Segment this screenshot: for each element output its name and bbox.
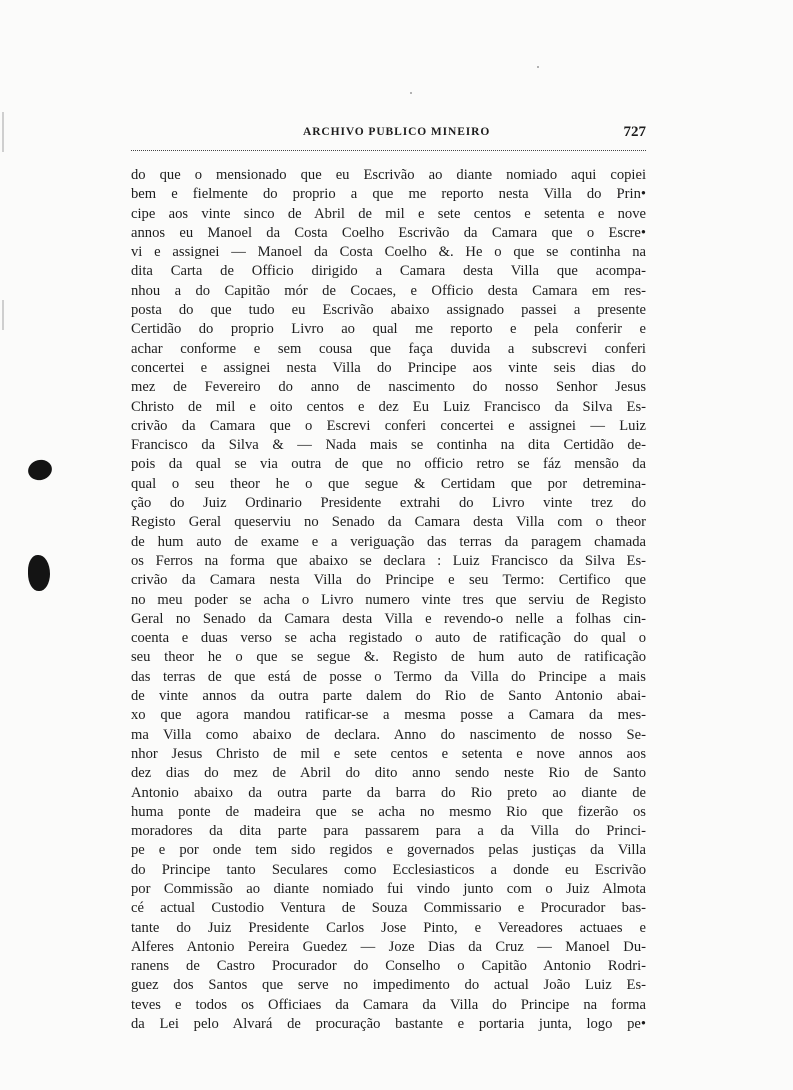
text-line: qual o seu theor he o que segue & Certidam que por detremina- (131, 475, 646, 492)
text-line: do que o mensionado que eu Escrivão ao diante nomiado aqui copiei (131, 167, 646, 183)
text-line: mez de Fevereiro do anno de nascimento do nosso Senhor Jesus (131, 379, 646, 396)
text-line: Antonio abaixo da outra parte da barra do Rio preto ao diante de (131, 784, 646, 801)
text-line: crivão da Camara nesta Villa do Principe e seu Termo: Certifico que (131, 572, 646, 589)
text-line: de hum auto de exame e a veriguação das terras da paragem chamada (131, 533, 646, 550)
text-line: Christo de mil e oito centos e dez Eu Luiz Francisco da Silva Es- (131, 398, 646, 415)
text-line: coenta e duas verso se acha registado o auto de ratificação do qual o (131, 630, 646, 647)
text-line: do Principe tanto Seculares como Ecclesiasticos a donde eu Escrivão (131, 861, 646, 878)
text-line: crivão da Camara que o Escrevi conferi concertei e assignei — Luiz (131, 417, 646, 434)
text-line: bem e fielmente do proprio a que me reporto nesta Villa do Prin• (131, 186, 646, 203)
text-line: seu theor he o que se segue &. Registo de hum auto de ratificação (131, 649, 646, 666)
text-line: de vinte annos da outra parte dalem do Rio de Santo Antonio abai- (131, 688, 646, 705)
page-edge-mark (2, 112, 4, 152)
text-line: das terras de que está de posse o Termo da Villa do Principe a mais (131, 668, 646, 685)
text-line: ção do Juiz Ordinario Presidente extrahi do Livro vinte trez do (131, 495, 646, 512)
text-line: por Commissão ao diante nomiado fui vindo junto com o Juiz Almota (131, 880, 646, 897)
text-line: os Ferros na forma que abaixo se declara : Luiz Francisco da Silva Es- (131, 552, 646, 569)
body-text (131, 166, 646, 1034)
text-line: Certidão do proprio Livro ao qual me reporto e pela conferir e (131, 321, 646, 338)
page-header (131, 124, 646, 144)
text-line: posta do que tudo eu Escrivão abaixo assignado passei a presente (131, 302, 646, 319)
text-line: ranens de Castro Procurador do Conselho o Capitão Antonio Rodri- (131, 958, 646, 975)
text-line: pe e por onde tem sido regidos e governados pelas justiças da Villa (131, 842, 646, 859)
text-line: xo que agora mandou ratificar-se a mesma posse a Camara da mes- (131, 707, 646, 724)
text-line: cipe aos vinte sinco de Abril de mil e sete centos e setenta e nove (131, 205, 646, 222)
text-line: annos eu Manoel da Costa Coelho Escrivão da Camara que o Escre• (131, 224, 646, 241)
text-line: no meu poder se acha o Livro numero vinte tres que serviu de Registo (131, 591, 646, 608)
text-line: ma Villa como abaixo de declara. Anno do nascimento de nosso Se- (131, 726, 646, 743)
page-number: 727 (623, 124, 646, 140)
page-edge-mark (2, 300, 4, 330)
text-line: dita Carta de Officio dirigido a Camara desta Villa que acompa- (131, 263, 646, 280)
text-line: Registo Geral queserviu no Senado da Camara desta Villa com o theor (131, 514, 646, 531)
text-line: Alferes Antonio Pereira Guedez — Joze Dias da Cruz — Manoel Du- (131, 938, 646, 955)
running-title: ARCHIVO PUBLICO MINEIRO (303, 126, 491, 138)
text-line: nhou a do Capitão mór de Cocaes, e Officio desta Camara em res- (131, 282, 646, 299)
text-line: tante do Juiz Presidente Carlos Jose Pinto, e Vereadores actuaes e (131, 919, 646, 936)
text-line: Geral no Senado da Camara desta Villa e revendo-o nelle a folhas cin- (131, 610, 646, 627)
ink-blot (26, 457, 54, 482)
text-line: Francisco da Silva & — Nada mais se continha na dita Certidão de- (131, 437, 646, 454)
text-line: da Lei pelo Alvará de procuração bastante e portaria junta, logo pe• (131, 1016, 646, 1033)
text-line: teves e todos os Officiaes da Camara da Villa do Principe na forma (131, 996, 646, 1013)
text-line: pois da qual se via outra de que no officio retro se fáz mensão da (131, 456, 646, 473)
ink-blot (28, 555, 50, 591)
text-line: vi e assignei — Manoel da Costa Coelho &. He o que se continha na (131, 244, 646, 261)
paper-speck (537, 66, 539, 68)
text-line: moradores da dita parte para passarem para a da Villa do Princi- (131, 823, 646, 840)
text-line: concertei e assignei nesta Villa do Principe aos vinte seis dias do (131, 359, 646, 376)
text-line: guez dos Santos que serve no impedimento do actual João Luiz Es- (131, 977, 646, 994)
text-line: nhor Jesus Christo de mil e sete centos e setenta e nove annos aos (131, 745, 646, 762)
text-line: dez dias do mez de Abril do dito anno sendo neste Rio de Santo (131, 765, 646, 782)
text-line: huma ponte de madeira que se acha no mesmo Rio que fizerão os (131, 803, 646, 820)
text-line: achar conforme e sem cousa que faça duvida a subscrevi conferi (131, 340, 646, 357)
paper-speck (410, 92, 412, 94)
text-line: cé actual Custodio Ventura de Souza Commissario e Procurador bas- (131, 900, 646, 917)
header-rule (131, 150, 646, 151)
